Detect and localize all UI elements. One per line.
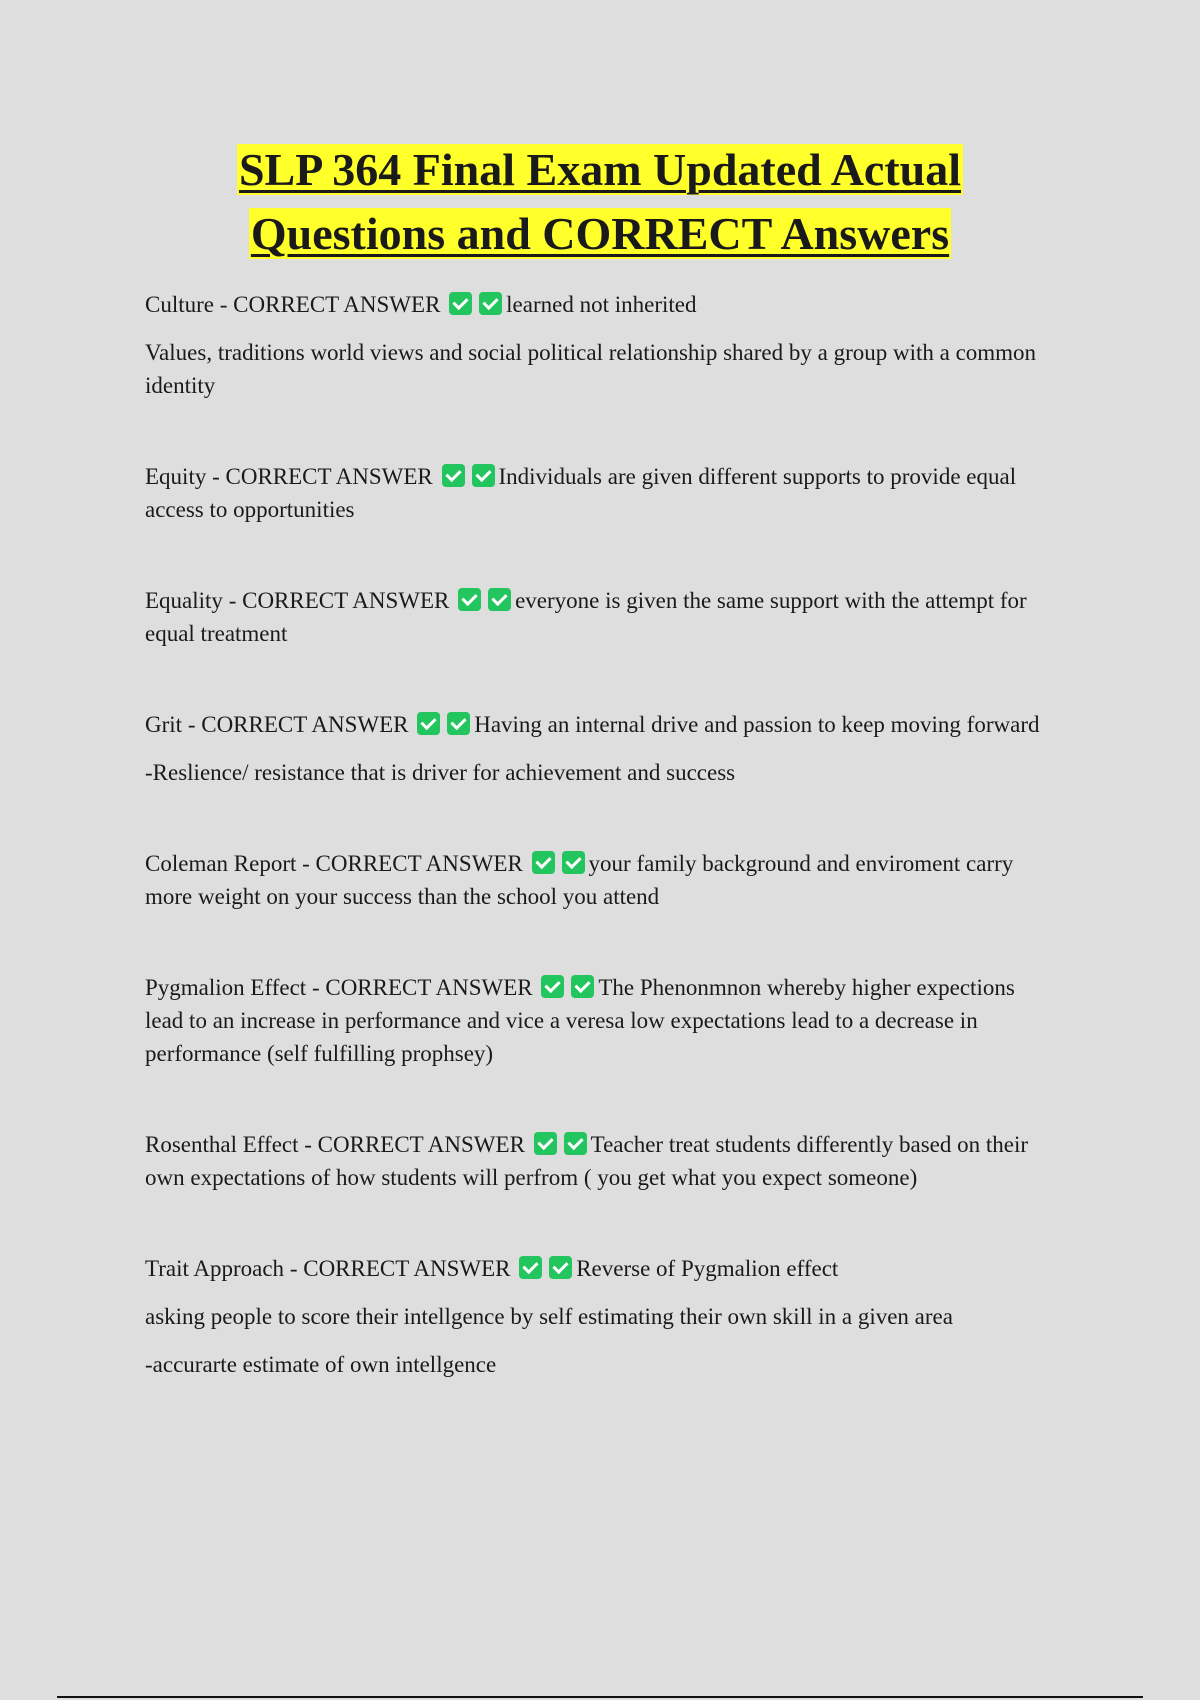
entry-extra-line: asking people to score their intellgence by self estimating their own skill in a given area — [145, 1304, 953, 1329]
qa-entry — [145, 708, 1045, 789]
qa-entry — [145, 971, 1045, 1070]
entry-correct-answer-label: - CORRECT ANSWER — [182, 712, 409, 737]
check-mark-icon — [564, 1132, 587, 1155]
entry-term: Grit — [145, 712, 183, 737]
qa-entry — [145, 1252, 1045, 1381]
check-mark-icon — [519, 1256, 542, 1279]
entry-answer: your family background and enviroment carry more weight on your success than the school you attend — [145, 851, 1014, 909]
entry-term: Coleman Report — [145, 851, 297, 876]
entry-term: Rosenthal Effect — [145, 1132, 299, 1157]
qa-entry — [145, 460, 1045, 526]
qa-entry-main — [145, 584, 1045, 650]
check-mark-icon — [442, 464, 465, 487]
check-mark-icon — [479, 292, 502, 315]
entry-term: Trait Approach — [145, 1256, 285, 1281]
entry-answer: Having an internal drive and passion to keep moving forward — [474, 712, 1040, 737]
title-line-1: SLP 364 Final Exam Updated Actual — [238, 144, 962, 195]
entry-answer: Reverse of Pygmalion effect — [576, 1256, 839, 1281]
entry-answer: Individuals are given different supports to provide equal access to opportunities — [145, 464, 1017, 522]
check-mark-icon — [472, 464, 495, 487]
check-mark-icon — [449, 292, 472, 315]
entry-term: Culture — [145, 292, 214, 317]
entry-answer: Teacher treat students differently based on their own expectations of how students will perfrom ( you get what you expect someone) — [145, 1132, 1029, 1190]
check-mark-icon — [571, 975, 594, 998]
check-mark-icon — [532, 851, 555, 874]
qa-entries-list — [145, 288, 1045, 1439]
entry-answer: everyone is given the same support with the attempt for equal treatment — [145, 588, 1027, 646]
check-mark-icon — [488, 588, 511, 611]
check-mark-icon — [541, 975, 564, 998]
entry-term: Equality — [145, 588, 223, 613]
qa-entry — [145, 1128, 1045, 1194]
check-mark-icon — [534, 1132, 557, 1155]
qa-entry-main — [145, 971, 1045, 1070]
entry-correct-answer-label: - CORRECT ANSWER — [296, 851, 523, 876]
check-mark-icon — [549, 1256, 572, 1279]
entry-answer: The Phenonmnon whereby higher expections lead to an increase in performance and vice a veresa low expectations lead to a decrease in performance (self fulfilling prophsey) — [145, 975, 1015, 1066]
entry-extra-line: Values, traditions world views and social political relationship shared by a group with a common identity — [145, 340, 1037, 398]
entry-correct-answer-label: - CORRECT ANSWER — [298, 1132, 525, 1157]
document-title — [0, 138, 1200, 266]
qa-entry-main — [145, 1128, 1045, 1194]
qa-entry-main — [145, 847, 1045, 913]
entry-extra-line: -accurarte estimate of own intellgence — [145, 1352, 497, 1377]
title-line-2: Questions and CORRECT Answers — [250, 208, 950, 259]
entry-term: Equity — [145, 464, 207, 489]
qa-entry — [145, 584, 1045, 650]
qa-entry — [145, 847, 1045, 913]
entry-correct-answer-label: - CORRECT ANSWER — [306, 975, 533, 1000]
entry-term: Pygmalion Effect — [145, 975, 307, 1000]
check-mark-icon — [417, 712, 440, 735]
check-mark-icon — [458, 588, 481, 611]
entry-correct-answer-label: - CORRECT ANSWER — [222, 588, 450, 613]
entry-answer: learned not inherited — [506, 292, 697, 317]
qa-entry-main — [145, 288, 1045, 321]
entry-correct-answer-label: - CORRECT ANSWER — [284, 1256, 511, 1281]
entry-correct-answer-label: - CORRECT ANSWER — [206, 464, 433, 489]
qa-entry-main — [145, 460, 1045, 526]
qa-entry-main — [145, 708, 1045, 741]
check-mark-icon — [447, 712, 470, 735]
page-bottom-rule — [57, 1696, 1143, 1698]
check-mark-icon — [562, 851, 585, 874]
entry-extra-line: -Reslience/ resistance that is driver for achievement and success — [145, 760, 736, 785]
qa-entry — [145, 288, 1045, 402]
entry-correct-answer-label: - CORRECT ANSWER — [214, 292, 441, 317]
qa-entry-main — [145, 1252, 1045, 1285]
